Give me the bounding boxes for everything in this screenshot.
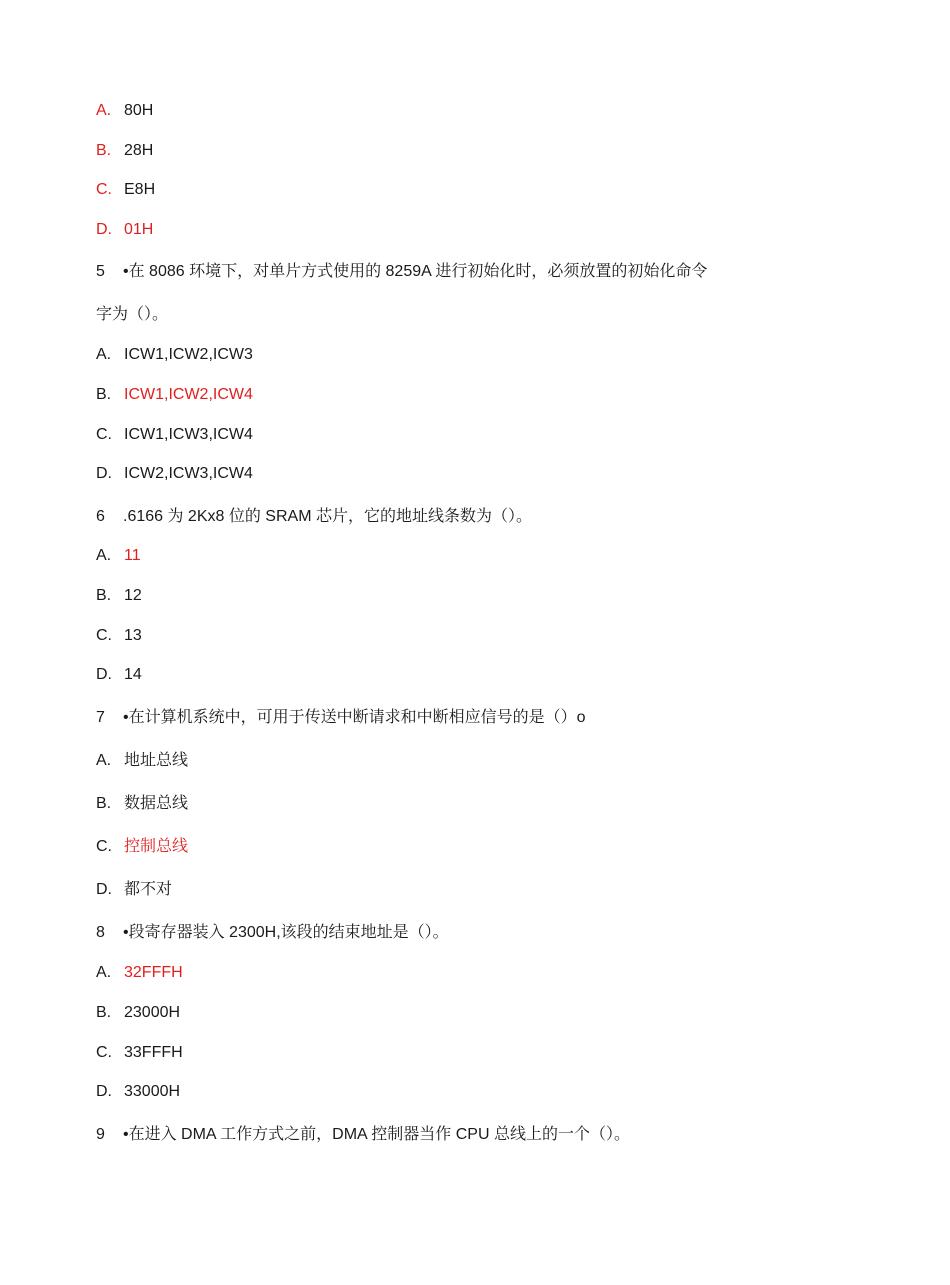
option-text: 28H [124, 142, 154, 159]
q4-option-a [96, 101, 153, 121]
option-text: E8H [124, 181, 156, 198]
q4-option-d-answer [96, 220, 153, 240]
q6-option-c [96, 626, 142, 646]
question-text: •在进入 DMA 工作方式之前，DMA 控制器当作 CPU 总线上的一个（）。 [123, 1126, 630, 1143]
option-text: 01H [124, 221, 154, 238]
q7-stem [96, 708, 586, 728]
option-label: C. [96, 426, 112, 443]
q5-option-b [96, 385, 253, 405]
q5-option-c [96, 425, 253, 445]
question-number: 8 [96, 924, 105, 941]
question-number: 9 [96, 1126, 105, 1143]
option-label: C. [96, 838, 112, 855]
option-text-answer: 32FFFH [124, 964, 183, 981]
option-label: B. [96, 142, 112, 159]
option-text: 数据总线 [124, 795, 189, 812]
option-label: D. [96, 1083, 112, 1100]
option-label: A. [96, 964, 112, 981]
option-text-answer: 11 [124, 547, 141, 564]
option-label: A. [96, 547, 112, 564]
q6-stem [96, 507, 532, 527]
q7-option-d [96, 880, 172, 900]
option-label: C. [96, 181, 112, 198]
q8-option-a [96, 963, 183, 983]
option-text: ICW1,ICW3,ICW4 [124, 426, 253, 443]
option-label: A. [96, 102, 112, 119]
q6-option-d [96, 665, 142, 685]
q8-option-c [96, 1043, 183, 1063]
q5-option-d [96, 464, 253, 484]
question-text: •在 8086 环境下，对单片方式使用的 8259A 进行初始化时，必须放置的初始化命令 [123, 263, 708, 280]
option-label: D. [96, 881, 112, 898]
q6-option-b [96, 586, 142, 606]
option-text-answer: 控制总线 [124, 838, 189, 855]
option-text: 13 [124, 627, 142, 644]
option-text: 14 [124, 666, 142, 683]
q7-option-b [96, 794, 188, 814]
q6-option-a [96, 546, 141, 566]
q9-stem [96, 1125, 630, 1145]
q4-option-c [96, 180, 155, 200]
option-label: C. [96, 1044, 112, 1061]
option-label: D. [96, 465, 112, 482]
q8-option-d [96, 1082, 180, 1102]
question-text-line2: 字为（）。 [96, 306, 169, 323]
q7-option-c [96, 837, 188, 857]
question-number: 7 [96, 709, 105, 726]
option-text: 都不对 [124, 881, 173, 898]
option-label: C. [96, 627, 112, 644]
option-label: B. [96, 1004, 112, 1021]
question-number: 5 [96, 263, 105, 280]
option-label: A. [96, 752, 112, 769]
q7-option-a [96, 751, 188, 771]
option-text: 80H [124, 102, 154, 119]
option-label: D. [96, 221, 112, 238]
q5-option-a [96, 345, 253, 365]
option-label: B. [96, 386, 112, 403]
q5-stem-continued [96, 305, 168, 325]
option-label: A. [96, 346, 112, 363]
option-text: 23000H [124, 1004, 181, 1021]
option-label: B. [96, 795, 112, 812]
question-number: 6 [96, 508, 105, 525]
option-text: ICW2,ICW3,ICW4 [124, 465, 253, 482]
option-text-answer: ICW1,ICW2,ICW4 [124, 386, 253, 403]
option-text: 12 [124, 587, 142, 604]
option-text: 33FFFH [124, 1044, 183, 1061]
question-text: •段寄存器装入 2300H,该段的结束地址是（）。 [123, 924, 449, 941]
q4-option-b [96, 141, 153, 161]
option-label: B. [96, 587, 112, 604]
option-label: D. [96, 666, 112, 683]
option-text: 地址总线 [124, 752, 189, 769]
q5-stem [96, 262, 707, 282]
q8-option-b [96, 1003, 180, 1023]
question-text: .6166 为 2Kx8 位的 SRAM 芯片，它的地址线条数为（）。 [123, 508, 532, 525]
option-text: 33000H [124, 1083, 181, 1100]
option-text: ICW1,ICW2,ICW3 [124, 346, 253, 363]
question-text: •在计算机系统中，可用于传送中断请求和中断相应信号的是（）o [123, 709, 586, 726]
q8-stem [96, 923, 449, 943]
